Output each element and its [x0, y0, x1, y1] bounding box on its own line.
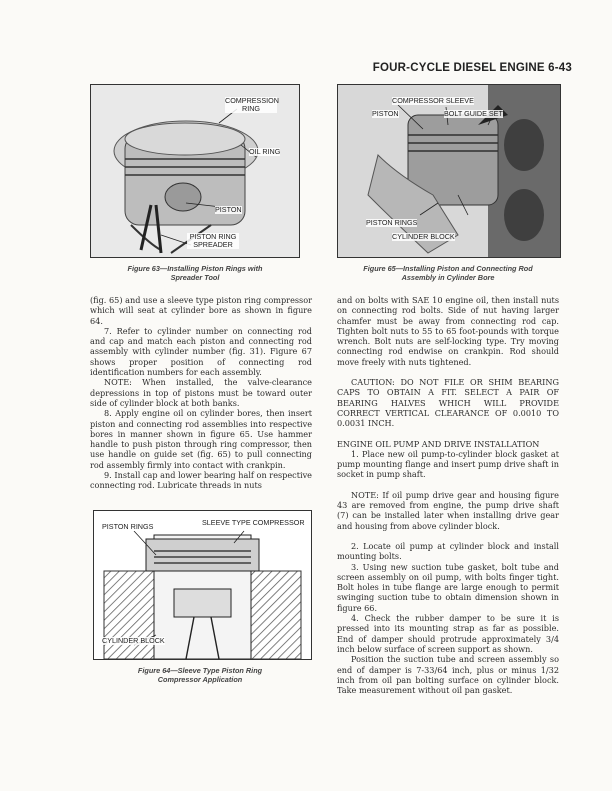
figure-63-caption: Figure 63—Installing Piston Rings with Spreader Tool — [127, 264, 263, 282]
label-bolt-guide-set: BOLT GUIDE SET — [444, 109, 503, 118]
figure-64-caption: Figure 64—Sleeve Type Piston Ring Compressor Application — [137, 666, 263, 684]
right-paragraph-6: 3. Using new suction tube gasket, bolt tube and screen assembly on oil pump, with bolts finger tight. Bolt holes in tube flange are large enough to permit swinging suction tube to obtain dimension shown in figure 66. — [337, 561, 559, 613]
section-title-oil-pump: ENGINE OIL PUMP AND DRIVE INSTALLATION — [337, 438, 540, 449]
label-sleeve-type-compressor: SLEEVE TYPE COMPRESSOR — [202, 518, 305, 527]
label-piston-rings: PISTON RINGS — [102, 522, 154, 531]
left-paragraph-4: 8. Apply engine oil on cylinder bores, then insert piston and connecting rod assemblies into respective bores in manner shown in figure 65. Use hammer handle to push piston through ring compressor, then use handle on guide set (fig. 65) to pull connecting rod assembly firmly into contact with crankpin. — [90, 408, 312, 470]
figure-65-photo — [337, 84, 561, 258]
page-header: FOUR-CYCLE DIESEL ENGINE 6-43 — [372, 62, 572, 74]
label-oil-ring: OIL RING — [249, 147, 281, 156]
right-paragraph-7: 4. Check the rubber damper to be sure it is pressed into its mounting strap as far as possible. End of damper should protrude approximately 3/4 inch below surface of screen support as shown. — [337, 613, 559, 654]
left-paragraph-1: (fig. 65) and use a sleeve type piston ring compressor which will seat at cylinder bore as shown in figure 64. — [90, 295, 312, 326]
right-paragraph-5: 2. Locate oil pump at cylinder block and install mounting bolts. — [337, 540, 559, 562]
label-compressor-sleeve: COMPRESSOR SLEEVE — [392, 96, 474, 105]
label-compression-ring: COMPRESSION RING — [225, 96, 279, 113]
label-cylinder-block: CYLINDER BLOCK — [102, 636, 165, 645]
figure-64-diagram — [93, 510, 312, 660]
figure-63-photo — [90, 84, 300, 258]
left-paragraph-2: 7. Refer to cylinder number on connecting rod and cap and match each piston and connecting rod assembly with cylinder number (fig. 31). Figure 67 shows proper position of connecting rod identification numbers for each assembly. — [90, 325, 312, 378]
label-cylinder-block: CYLINDER BLOCK — [392, 232, 455, 241]
right-paragraph-1: and on bolts with SAE 10 engine oil, then install nuts on connecting rod bolts. Side of nut having larger chamfer must be away from connecting rod cap. Tighten bolt nuts to 55 to 65 foot-pounds with torque wrench. Bolt nuts are self-locking type. Try moving connecting rod endwise on crankpin. Rod should move freely with nuts tightened. — [337, 295, 559, 367]
right-note-paragraph: NOTE: If oil pump drive gear and housing figure 43 are removed from engine, the pump drive shaft (7) can be installed later when installing drive gear and housing from above cylinder block. — [337, 489, 559, 531]
left-paragraph-5: 9. Install cap and lower bearing half on respective connecting rod. Lubricate threads in nuts — [90, 470, 312, 491]
right-caution-paragraph: CAUTION: DO NOT FILE OR SHIM BEARING CAPS TO OBTAIN A FIT. SELECT A PAIR OF BEARING HALVES WHICH WILL PROVIDE CORRECT VERTICAL CLEARANCE OF 0.0010 TO 0.0031 INCH. — [337, 377, 559, 429]
left-text-column — [90, 295, 312, 491]
label-piston-rings: PISTON RINGS — [366, 218, 418, 227]
right-text-column — [337, 295, 559, 695]
left-paragraph-3: NOTE: When installed, the valve-clearance depressions in top of pistons must be toward outer side of cylinder block at both banks. — [90, 377, 312, 408]
label-piston: PISTON — [215, 205, 242, 214]
right-paragraph-3: 1. Place new oil pump-to-cylinder block gasket at pump mounting flange and insert pump drive shaft in socket in pump shaft. — [337, 448, 559, 480]
label-piston-ring-spreader: PISTON RING SPREADER — [187, 233, 239, 249]
right-paragraph-8: Position the suction tube and screen assembly so end of damper is 7-33/64 inch, plus or minus 1/32 inch from oil pan bolting surface on cylinder block. Take measurement without oil pan gasket. — [337, 654, 559, 696]
figure-65-caption: Figure 65—Installing Piston and Connecting Rod Assembly in Cylinder Bore — [363, 264, 533, 282]
label-piston: PISTON — [372, 109, 399, 118]
